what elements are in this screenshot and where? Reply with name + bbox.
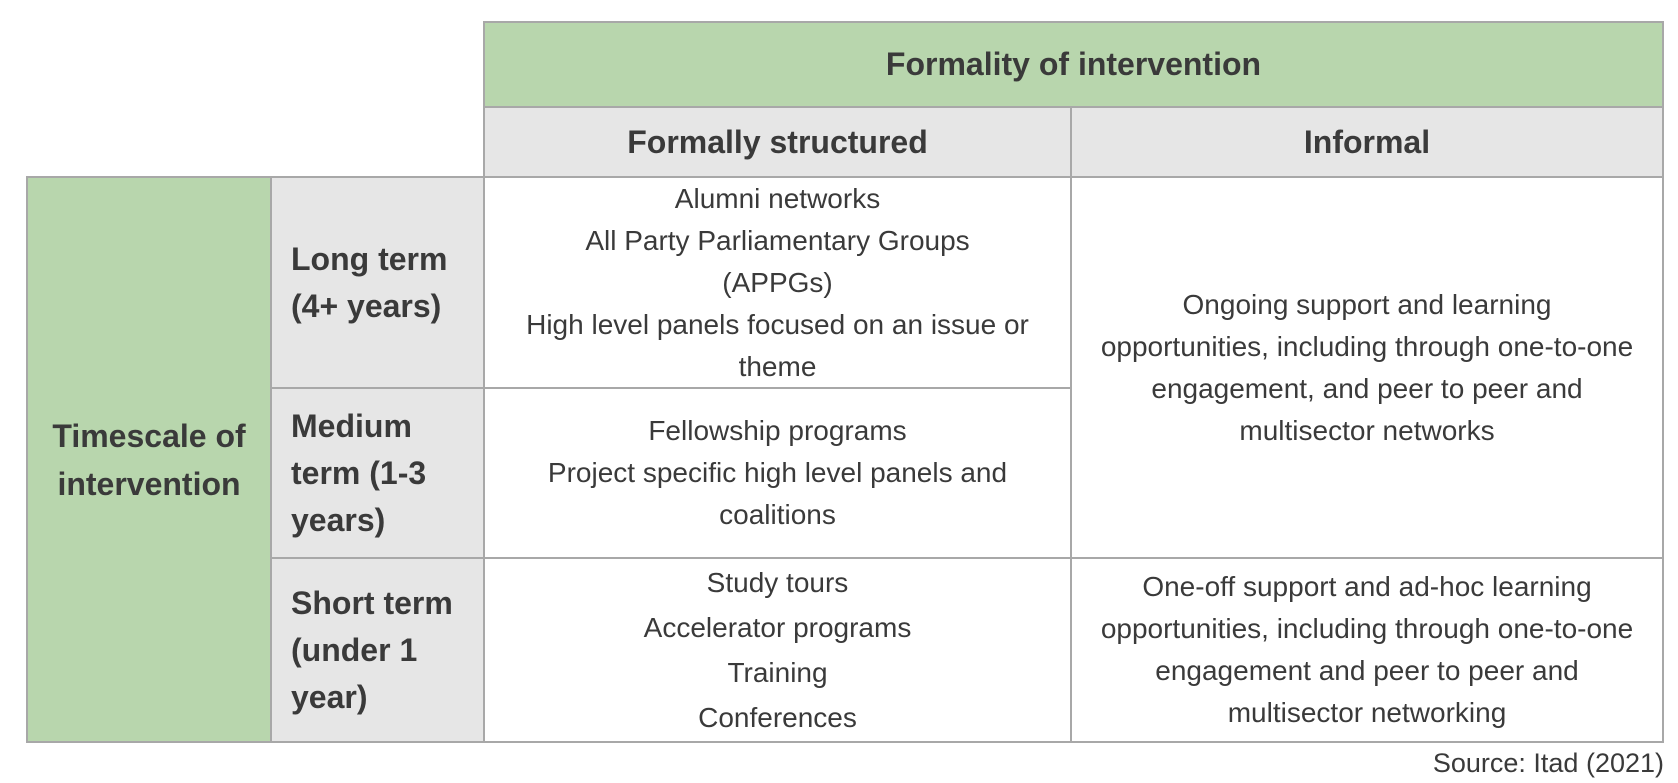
list-item: Study tours <box>706 567 849 598</box>
formality-header-text: Formality of intervention <box>885 46 1262 82</box>
cell-formal-long-term <box>483 176 1072 389</box>
list-item: Alumni networks <box>674 182 881 214</box>
cell-formal-long-term-list <box>508 178 1048 388</box>
list-item: All Party Parliamentary Groups (APPGs) <box>585 224 970 298</box>
row-label-long-term-text: Long term (4+ years) <box>291 240 448 324</box>
cell-formal-short-term-list <box>644 560 912 740</box>
column-header-formal-text: Formally structured <box>627 123 928 160</box>
list-item: Training <box>727 657 828 688</box>
cell-informal-short-term-text: One-off support and ad-hoc learning opportunities, including through one-to-one engagement and peer to peer and multisector networking <box>1100 571 1634 728</box>
row-label-long-term <box>270 176 485 389</box>
list-item: Project specific high level panels and coalitions <box>547 457 1008 530</box>
cell-formal-medium-term <box>483 387 1072 559</box>
cell-informal-short-term <box>1070 557 1664 743</box>
list-item: Fellowship programs <box>648 415 907 446</box>
list-item: High level panels focused on an issue or theme <box>526 308 1029 382</box>
row-label-short-term-text: Short term (under 1 year) <box>291 584 453 715</box>
row-label-short-term <box>270 557 485 743</box>
row-label-medium-term-text: Medium term (1-3 years) <box>291 407 427 538</box>
source-note: Source: Itad (2021) <box>1432 748 1664 778</box>
column-header-informal <box>1070 106 1664 178</box>
list-item: Accelerator programs <box>643 612 912 643</box>
timescale-header <box>26 176 272 743</box>
column-header-informal-text: Informal <box>1303 123 1431 160</box>
formality-header <box>483 21 1664 108</box>
cell-informal-long-medium-term <box>1070 176 1664 559</box>
cell-informal-long-medium-term-text: Ongoing support and learning opportunities, including through one-to-one engagement, and peer to peer and multisector networks <box>1100 288 1634 446</box>
row-label-medium-term <box>270 387 485 559</box>
cell-formal-short-term <box>483 557 1072 743</box>
timescale-header-text: Timescale of intervention <box>52 417 246 502</box>
list-item: Conferences <box>698 702 857 733</box>
column-header-formal <box>483 106 1072 178</box>
cell-formal-medium-term-list <box>508 410 1048 536</box>
